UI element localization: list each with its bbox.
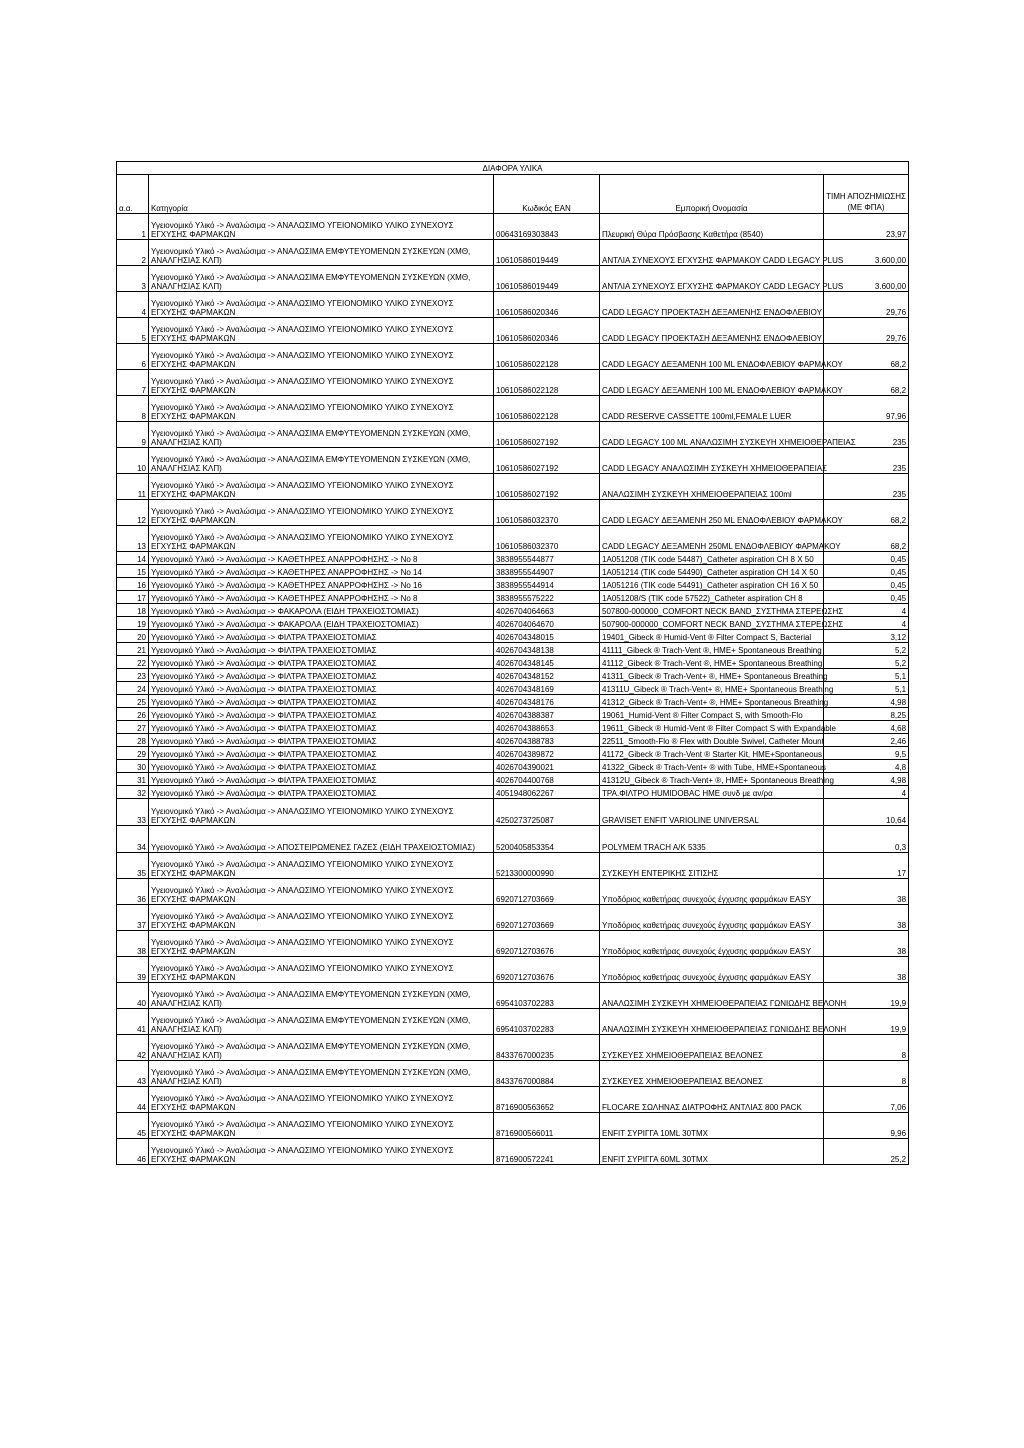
row-price: 4 [824, 604, 909, 617]
row-category: Υγειονομικό Υλικό -> Αναλώσιμα -> ΚΑΘΕΤΗΡΕΣ ΑΝΑΡΡΟΦΗΣΗΣ -> No 8 [149, 591, 494, 604]
table-row [117, 266, 909, 292]
table-row [117, 1035, 909, 1061]
table-row [117, 1139, 909, 1165]
row-price: 0,45 [824, 591, 909, 604]
row-ean: 4026704388653 [494, 721, 600, 734]
row-price: 8 [824, 1061, 909, 1087]
row-trade-name: 1A051216 (TIK code 54491)_Catheter aspiration CH 16 X 50 [600, 578, 824, 591]
row-category: Υγειονομικό Υλικό -> Αναλώσιμα -> ΦΙΛΤΡΑ ΤΡΑΧΕΙΟΣΤΟΜΙΑΣ [149, 747, 494, 760]
row-price: 7,06 [824, 1087, 909, 1113]
row-trade-name: ENFIT ΣΥΡΙΓΓΑ 10ML 30TMX [600, 1113, 824, 1139]
row-trade-name: 41311U_Gibeck ® Trach-Vent+ ®, HME+ Spontaneous Breathing [600, 682, 824, 695]
row-index: 46 [117, 1139, 149, 1165]
row-trade-name: 1A051214 (TIK code 54490)_Catheter aspiration CH 14 X 50 [600, 565, 824, 578]
row-index: 40 [117, 983, 149, 1009]
row-price: 38 [824, 905, 909, 931]
row-category: Υγειονομικό Υλικό -> Αναλώσιμα -> ΑΝΑΛΩΣΙΜΑ ΕΜΦΥΤΕΥΟΜΕΝΩΝ ΣΥΣΚΕΥΩΝ (ΧΜΘ, ΑΝΑΛΓΗΣΙΑΣ ΚΛΠ) [149, 266, 494, 292]
table-row [117, 957, 909, 983]
table-row [117, 747, 909, 760]
table-row [117, 578, 909, 591]
row-ean: 3838955575222 [494, 591, 600, 604]
row-ean: 6920712703669 [494, 879, 600, 905]
row-ean: 6920712703669 [494, 905, 600, 931]
row-category: Υγειονομικό Υλικό -> Αναλώσιμα -> ΦΑΚΑΡΟΛΑ (ΕΙΔΗ ΤΡΑΧΕΙΟΣΤΟΜΙΑΣ) [149, 604, 494, 617]
row-price: 8,25 [824, 708, 909, 721]
row-category: Υγειονομικό Υλικό -> Αναλώσιμα -> ΑΝΑΛΩΣΙΜΟ ΥΓΕΙΟΝΟΜΙΚΟ ΥΛΙΚΟ ΣΥΝΕΧΟΥΣ ΕΓΧΥΣΗΣ ΦΑΡΜΑΚΩΝ [149, 853, 494, 879]
row-price: 38 [824, 931, 909, 957]
row-category: Υγειονομικό Υλικό -> Αναλώσιμα -> ΚΑΘΕΤΗΡΕΣ ΑΝΑΡΡΟΦΗΣΗΣ -> No 8 [149, 552, 494, 565]
table-row [117, 905, 909, 931]
row-ean: 10610586032370 [494, 500, 600, 526]
row-price: 5,2 [824, 643, 909, 656]
row-price: 5,2 [824, 656, 909, 669]
row-index: 21 [117, 643, 149, 656]
row-index: 26 [117, 708, 149, 721]
row-index: 31 [117, 773, 149, 786]
row-trade-name: Υποδόριος καθετήρας συνεχούς έγχυσης φαρμάκων EASY [600, 957, 824, 983]
row-index: 19 [117, 617, 149, 630]
row-index: 12 [117, 500, 149, 526]
row-trade-name: Πλευρική Θύρα Πρόσβασης Καθετήρα (8540) [600, 214, 824, 240]
row-category: Υγειονομικό Υλικό -> Αναλώσιμα -> ΑΝΑΛΩΣΙΜΟ ΥΓΕΙΟΝΟΜΙΚΟ ΥΛΙΚΟ ΣΥΝΕΧΟΥΣ ΕΓΧΥΣΗΣ ΦΑΡΜΑΚΩΝ [149, 214, 494, 240]
table-body [117, 162, 909, 1165]
table-row [117, 983, 909, 1009]
table-row [117, 591, 909, 604]
row-ean: 4026704390021 [494, 760, 600, 773]
table-row [117, 526, 909, 552]
row-category: Υγειονομικό Υλικό -> Αναλώσιμα -> ΑΝΑΛΩΣΙΜΟ ΥΓΕΙΟΝΟΜΙΚΟ ΥΛΙΚΟ ΣΥΝΕΧΟΥΣ ΕΓΧΥΣΗΣ ΦΑΡΜΑΚΩΝ [149, 1087, 494, 1113]
row-index: 30 [117, 760, 149, 773]
row-index: 2 [117, 240, 149, 266]
row-ean: 5213300000990 [494, 853, 600, 879]
row-index: 24 [117, 682, 149, 695]
row-category: Υγειονομικό Υλικό -> Αναλώσιμα -> ΑΝΑΛΩΣΙΜΟ ΥΓΕΙΟΝΟΜΙΚΟ ΥΛΙΚΟ ΣΥΝΕΧΟΥΣ ΕΓΧΥΣΗΣ ΦΑΡΜΑΚΩΝ [149, 1139, 494, 1165]
table-row [117, 448, 909, 474]
row-trade-name: CADD RESERVE CASSETTE 100ml,FEMALE LUER [600, 396, 824, 422]
row-category: Υγειονομικό Υλικό -> Αναλώσιμα -> ΑΝΑΛΩΣΙΜΟ ΥΓΕΙΟΝΟΜΙΚΟ ΥΛΙΚΟ ΣΥΝΕΧΟΥΣ ΕΓΧΥΣΗΣ ΦΑΡΜΑΚΩΝ [149, 526, 494, 552]
row-category: Υγειονομικό Υλικό -> Αναλώσιμα -> ΑΝΑΛΩΣΙΜΟ ΥΓΕΙΟΝΟΜΙΚΟ ΥΛΙΚΟ ΣΥΝΕΧΟΥΣ ΕΓΧΥΣΗΣ ΦΑΡΜΑΚΩΝ [149, 292, 494, 318]
row-index: 17 [117, 591, 149, 604]
row-trade-name: CADD LEGACY ΔΕΞΑΜΕΝΗ 250ML ΕΝΔΟΦΛΕΒΙΟΥ ΦΑΡΜΑΚΟΥ [600, 526, 824, 552]
row-category: Υγειονομικό Υλικό -> Αναλώσιμα -> ΑΝΑΛΩΣΙΜΟ ΥΓΕΙΟΝΟΜΙΚΟ ΥΛΙΚΟ ΣΥΝΕΧΟΥΣ ΕΓΧΥΣΗΣ ΦΑΡΜΑΚΩΝ [149, 500, 494, 526]
header-row [117, 175, 909, 214]
header-trade-name: Εμπορική Ονομασία [600, 175, 824, 214]
row-ean: 4026704064670 [494, 617, 600, 630]
row-index: 18 [117, 604, 149, 617]
row-ean: 8716900563652 [494, 1087, 600, 1113]
row-ean: 8716900566011 [494, 1113, 600, 1139]
row-trade-name: ΑΝΑΛΩΣΙΜΗ ΣΥΣΚΕΥΗ ΧΗΜΕΙΟΘΕΡΑΠΕΙΑΣ 100ml [600, 474, 824, 500]
row-index: 7 [117, 370, 149, 396]
row-category: Υγειονομικό Υλικό -> Αναλώσιμα -> ΑΝΑΛΩΣΙΜΑ ΕΜΦΥΤΕΥΟΜΕΝΩΝ ΣΥΣΚΕΥΩΝ (ΧΜΘ, ΑΝΑΛΓΗΣΙΑΣ ΚΛΠ) [149, 983, 494, 1009]
row-ean: 6920712703676 [494, 931, 600, 957]
table-row [117, 500, 909, 526]
row-price: 3.600,00 [824, 266, 909, 292]
row-ean: 4026704400768 [494, 773, 600, 786]
row-ean: 8433767000235 [494, 1035, 600, 1061]
row-index: 15 [117, 565, 149, 578]
row-ean: 8433767000884 [494, 1061, 600, 1087]
row-price: 8 [824, 1035, 909, 1061]
row-ean: 4026704064663 [494, 604, 600, 617]
row-ean: 4026704348176 [494, 695, 600, 708]
row-category: Υγειονομικό Υλικό -> Αναλώσιμα -> ΦΙΛΤΡΑ ΤΡΑΧΕΙΟΣΤΟΜΙΑΣ [149, 773, 494, 786]
row-index: 36 [117, 879, 149, 905]
row-ean: 8716900572241 [494, 1139, 600, 1165]
table-row [117, 682, 909, 695]
row-category: Υγειονομικό Υλικό -> Αναλώσιμα -> ΚΑΘΕΤΗΡΕΣ ΑΝΑΡΡΟΦΗΣΗΣ -> No 14 [149, 565, 494, 578]
row-category: Υγειονομικό Υλικό -> Αναλώσιμα -> ΦΙΛΤΡΑ ΤΡΑΧΕΙΟΣΤΟΜΙΑΣ [149, 734, 494, 747]
header-price: ΤΙΜΗ ΑΠΟΖΗΜΙΩΣΗΣ (ΜΕ ΦΠΑ) [824, 175, 909, 214]
row-ean: 4026704388387 [494, 708, 600, 721]
row-price: 0,45 [824, 552, 909, 565]
row-ean: 6920712703676 [494, 957, 600, 983]
table-row [117, 370, 909, 396]
row-index: 16 [117, 578, 149, 591]
title-row [117, 162, 909, 175]
row-index: 38 [117, 931, 149, 957]
row-index: 35 [117, 853, 149, 879]
row-category: Υγειονομικό Υλικό -> Αναλώσιμα -> ΦΙΛΤΡΑ ΤΡΑΧΕΙΟΣΤΟΜΙΑΣ [149, 721, 494, 734]
row-category: Υγειονομικό Υλικό -> Αναλώσιμα -> ΦΙΛΤΡΑ ΤΡΑΧΕΙΟΣΤΟΜΙΑΣ [149, 760, 494, 773]
table-row [117, 474, 909, 500]
row-trade-name: 41312U_Gibeck ® Trach-Vent+ ®, HME+ Spontaneous Breathing [600, 773, 824, 786]
row-ean: 4051948062267 [494, 786, 600, 799]
row-category: Υγειονομικό Υλικό -> Αναλώσιμα -> ΑΝΑΛΩΣΙΜΟ ΥΓΕΙΟΝΟΜΙΚΟ ΥΛΙΚΟ ΣΥΝΕΧΟΥΣ ΕΓΧΥΣΗΣ ΦΑΡΜΑΚΩΝ [149, 318, 494, 344]
row-index: 11 [117, 474, 149, 500]
row-category: Υγειονομικό Υλικό -> Αναλώσιμα -> ΑΝΑΛΩΣΙΜΑ ΕΜΦΥΤΕΥΟΜΕΝΩΝ ΣΥΣΚΕΥΩΝ (ΧΜΘ, ΑΝΑΛΓΗΣΙΑΣ ΚΛΠ) [149, 422, 494, 448]
table-row [117, 214, 909, 240]
row-trade-name: 41172_Gibeck ® Trach-Vent ® Starter Kit, HME+Spontaneous [600, 747, 824, 760]
row-price: 0,3 [824, 826, 909, 853]
row-category: Υγειονομικό Υλικό -> Αναλώσιμα -> ΑΝΑΛΩΣΙΜΑ ΕΜΦΥΤΕΥΟΜΕΝΩΝ ΣΥΣΚΕΥΩΝ (ΧΜΘ, ΑΝΑΛΓΗΣΙΑΣ ΚΛΠ) [149, 240, 494, 266]
row-trade-name: CADD LEGACY ΔΕΞΑΜΕΝΗ 100 ML ΕΝΔΟΦΛΕΒΙΟΥ ΦΑΡΜΑΚΟΥ [600, 370, 824, 396]
row-index: 14 [117, 552, 149, 565]
row-ean: 4026704389872 [494, 747, 600, 760]
row-index: 27 [117, 721, 149, 734]
row-category: Υγειονομικό Υλικό -> Αναλώσιμα -> ΚΑΘΕΤΗΡΕΣ ΑΝΑΡΡΟΦΗΣΗΣ -> No 16 [149, 578, 494, 591]
row-price: 4,98 [824, 773, 909, 786]
row-index: 43 [117, 1061, 149, 1087]
price-table [116, 161, 909, 1165]
row-category: Υγειονομικό Υλικό -> Αναλώσιμα -> ΑΝΑΛΩΣΙΜΟ ΥΓΕΙΟΝΟΜΙΚΟ ΥΛΙΚΟ ΣΥΝΕΧΟΥΣ ΕΓΧΥΣΗΣ ΦΑΡΜΑΚΩΝ [149, 799, 494, 826]
row-price: 4 [824, 617, 909, 630]
row-price: 97,96 [824, 396, 909, 422]
row-ean: 10610586020346 [494, 292, 600, 318]
table-row [117, 565, 909, 578]
row-price: 9,5 [824, 747, 909, 760]
row-trade-name: 41111_Gibeck ® Trach-Vent ®, HME+ Spontaneous Breathing [600, 643, 824, 656]
row-category: Υγειονομικό Υλικό -> Αναλώσιμα -> ΦΙΛΤΡΑ ΤΡΑΧΕΙΟΣΤΟΜΙΑΣ [149, 669, 494, 682]
row-ean: 5200405853354 [494, 826, 600, 853]
row-trade-name: 19401_Gibeck ® Humid-Vent ® Filter Compact S, Bacterial [600, 630, 824, 643]
row-ean: 10610586022128 [494, 370, 600, 396]
row-trade-name: 19061_Humid-Vent ® Filter Compact S, with Smooth-Flo [600, 708, 824, 721]
table-row [117, 760, 909, 773]
row-category: Υγειονομικό Υλικό -> Αναλώσιμα -> ΑΝΑΛΩΣΙΜΟ ΥΓΕΙΟΝΟΜΙΚΟ ΥΛΙΚΟ ΣΥΝΕΧΟΥΣ ΕΓΧΥΣΗΣ ΦΑΡΜΑΚΩΝ [149, 370, 494, 396]
row-category: Υγειονομικό Υλικό -> Αναλώσιμα -> ΑΝΑΛΩΣΙΜΟ ΥΓΕΙΟΝΟΜΙΚΟ ΥΛΙΚΟ ΣΥΝΕΧΟΥΣ ΕΓΧΥΣΗΣ ΦΑΡΜΑΚΩΝ [149, 879, 494, 905]
row-trade-name: CADD LEGACY ΠΡΟΕΚΤΑΣΗ ΔΕΞΑΜΕΝΗΣ ΕΝΔΟΦΛΕΒΙΟΥ [600, 318, 824, 344]
row-ean: 4026704348169 [494, 682, 600, 695]
row-trade-name: 507800-000000_COMFORT NECK BAND_ΣΥΣΤΗΜΑ ΣΤΕΡΕΩΣΗΣ [600, 604, 824, 617]
row-ean: 3838955544907 [494, 565, 600, 578]
row-trade-name: 41322_Gibeck ® Trach-Vent+ ® with Tube, HME+Spontaneous [600, 760, 824, 773]
table-row [117, 396, 909, 422]
row-index: 33 [117, 799, 149, 826]
row-trade-name: CADD LEGACY 100 ML ΑΝΑΛΩΣΙΜΗ ΣΥΣΚΕΥΗ ΧΗΜΕΙΟΘΕΡΑΠΕΙΑΣ [600, 422, 824, 448]
row-trade-name: Υποδόριος καθετήρας συνεχούς έγχυσης φαρμάκων EASY [600, 905, 824, 931]
row-category: Υγειονομικό Υλικό -> Αναλώσιμα -> ΦΙΛΤΡΑ ΤΡΑΧΕΙΟΣΤΟΜΙΑΣ [149, 682, 494, 695]
row-index: 34 [117, 826, 149, 853]
table-row [117, 1009, 909, 1035]
row-price: 29,76 [824, 318, 909, 344]
row-trade-name: CADD LEGACY ΑΝΑΛΩΣΙΜΗ ΣΥΣΚΕΥΗ ΧΗΜΕΙΟΘΕΡΑΠΕΙΑΣ [600, 448, 824, 474]
row-index: 3 [117, 266, 149, 292]
row-ean: 10610586027192 [494, 422, 600, 448]
row-category: Υγειονομικό Υλικό -> Αναλώσιμα -> ΑΝΑΛΩΣΙΜΑ ΕΜΦΥΤΕΥΟΜΕΝΩΝ ΣΥΣΚΕΥΩΝ (ΧΜΘ, ΑΝΑΛΓΗΣΙΑΣ ΚΛΠ) [149, 1035, 494, 1061]
row-ean: 3838955544877 [494, 552, 600, 565]
row-trade-name: GRAVISET ENFIT VARIOLINE UNIVERSAL [600, 799, 824, 826]
row-price: 38 [824, 957, 909, 983]
row-category: Υγειονομικό Υλικό -> Αναλώσιμα -> ΑΝΑΛΩΣΙΜΟ ΥΓΕΙΟΝΟΜΙΚΟ ΥΛΙΚΟ ΣΥΝΕΧΟΥΣ ΕΓΧΥΣΗΣ ΦΑΡΜΑΚΩΝ [149, 957, 494, 983]
row-price: 235 [824, 474, 909, 500]
row-ean: 10610586027192 [494, 474, 600, 500]
row-category: Υγειονομικό Υλικό -> Αναλώσιμα -> ΦΙΛΤΡΑ ΤΡΑΧΕΙΟΣΤΟΜΙΑΣ [149, 643, 494, 656]
row-trade-name: CADD LEGACY ΠΡΟΕΚΤΑΣΗ ΔΕΞΑΜΕΝΗΣ ΕΝΔΟΦΛΕΒΙΟΥ [600, 292, 824, 318]
row-index: 6 [117, 344, 149, 370]
table-row [117, 708, 909, 721]
row-ean: 4026704388783 [494, 734, 600, 747]
row-category: Υγειονομικό Υλικό -> Αναλώσιμα -> ΑΝΑΛΩΣΙΜΟ ΥΓΕΙΟΝΟΜΙΚΟ ΥΛΙΚΟ ΣΥΝΕΧΟΥΣ ΕΓΧΥΣΗΣ ΦΑΡΜΑΚΩΝ [149, 474, 494, 500]
row-ean: 10610586027192 [494, 448, 600, 474]
row-index: 22 [117, 656, 149, 669]
row-index: 5 [117, 318, 149, 344]
table-row [117, 799, 909, 826]
table-row [117, 552, 909, 565]
row-ean: 10610586019449 [494, 266, 600, 292]
row-ean: 10610586022128 [494, 344, 600, 370]
row-index: 44 [117, 1087, 149, 1113]
row-trade-name: 41311_Gibeck ® Trach-Vent+ ®, HME+ Spontaneous Breathing [600, 669, 824, 682]
row-price: 68,2 [824, 370, 909, 396]
table-row [117, 721, 909, 734]
row-price: 17 [824, 853, 909, 879]
row-category: Υγειονομικό Υλικό -> Αναλώσιμα -> ΑΝΑΛΩΣΙΜΑ ΕΜΦΥΤΕΥΟΜΕΝΩΝ ΣΥΣΚΕΥΩΝ (ΧΜΘ, ΑΝΑΛΓΗΣΙΑΣ ΚΛΠ) [149, 1009, 494, 1035]
table-row [117, 931, 909, 957]
table-row [117, 853, 909, 879]
row-ean: 4026704348145 [494, 656, 600, 669]
row-index: 13 [117, 526, 149, 552]
row-trade-name: ΑΝΤΛΙΑ ΣΥΝΕΧΟΥΣ ΕΓΧΥΣΗΣ ΦΑΡΜΑΚΟΥ CADD LEGACY PLUS [600, 240, 824, 266]
table-row [117, 422, 909, 448]
table-title: ΔΙΑΦΟΡΑ ΥΛΙΚΑ [117, 162, 909, 175]
table-row [117, 630, 909, 643]
row-index: 32 [117, 786, 149, 799]
table-row [117, 1113, 909, 1139]
row-price: 68,2 [824, 344, 909, 370]
table-row [117, 292, 909, 318]
row-ean: 4250273725087 [494, 799, 600, 826]
row-trade-name: 22511_Smooth-Flo ® Flex with Double Swivel, Catheter Mount [600, 734, 824, 747]
row-price: 10,64 [824, 799, 909, 826]
row-price: 0,45 [824, 578, 909, 591]
row-trade-name: 1A051208 (TIK code 54487)_Catheter aspiration CH 8 X 50 [600, 552, 824, 565]
row-price: 5,1 [824, 669, 909, 682]
row-index: 37 [117, 905, 149, 931]
table-row [117, 656, 909, 669]
row-category: Υγειονομικό Υλικό -> Αναλώσιμα -> ΦΑΚΑΡΟΛΑ (ΕΙΔΗ ΤΡΑΧΕΙΟΣΤΟΜΙΑΣ) [149, 617, 494, 630]
row-ean: 4026704348152 [494, 669, 600, 682]
row-category: Υγειονομικό Υλικό -> Αναλώσιμα -> ΦΙΛΤΡΑ ΤΡΑΧΕΙΟΣΤΟΜΙΑΣ [149, 695, 494, 708]
row-category: Υγειονομικό Υλικό -> Αναλώσιμα -> ΑΠΟΣΤΕΙΡΩΜΕΝΕΣ ΓΑΖΕΣ (ΕΙΔΗ ΤΡΑΧΕΙΟΣΤΟΜΙΑΣ) [149, 826, 494, 853]
row-category: Υγειονομικό Υλικό -> Αναλώσιμα -> ΦΙΛΤΡΑ ΤΡΑΧΕΙΟΣΤΟΜΙΑΣ [149, 786, 494, 799]
table-row [117, 344, 909, 370]
row-category: Υγειονομικό Υλικό -> Αναλώσιμα -> ΦΙΛΤΡΑ ΤΡΑΧΕΙΟΣΤΟΜΙΑΣ [149, 656, 494, 669]
row-category: Υγειονομικό Υλικό -> Αναλώσιμα -> ΑΝΑΛΩΣΙΜΟ ΥΓΕΙΟΝΟΜΙΚΟ ΥΛΙΚΟ ΣΥΝΕΧΟΥΣ ΕΓΧΥΣΗΣ ΦΑΡΜΑΚΩΝ [149, 1113, 494, 1139]
row-category: Υγειονομικό Υλικό -> Αναλώσιμα -> ΑΝΑΛΩΣΙΜΟ ΥΓΕΙΟΝΟΜΙΚΟ ΥΛΙΚΟ ΣΥΝΕΧΟΥΣ ΕΓΧΥΣΗΣ ΦΑΡΜΑΚΩΝ [149, 905, 494, 931]
row-trade-name: POLYMEM TRACH A/K 5335 [600, 826, 824, 853]
row-price: 19,9 [824, 983, 909, 1009]
row-trade-name: Υποδόριος καθετήρας συνεχούς έγχυσης φαρμάκων EASY [600, 879, 824, 905]
table-row [117, 826, 909, 853]
row-trade-name: CADD LEGACY ΔΕΞΑΜΕΝΗ 100 ML ΕΝΔΟΦΛΕΒΙΟΥ ΦΑΡΜΑΚΟΥ [600, 344, 824, 370]
row-index: 42 [117, 1035, 149, 1061]
row-ean: 10610586019449 [494, 240, 600, 266]
row-index: 28 [117, 734, 149, 747]
row-index: 8 [117, 396, 149, 422]
row-price: 235 [824, 422, 909, 448]
row-price: 4,98 [824, 695, 909, 708]
row-index: 4 [117, 292, 149, 318]
row-price: 4 [824, 786, 909, 799]
row-index: 1 [117, 214, 149, 240]
row-price: 9,96 [824, 1113, 909, 1139]
row-ean: 3838955544914 [494, 578, 600, 591]
row-category: Υγειονομικό Υλικό -> Αναλώσιμα -> ΦΙΛΤΡΑ ΤΡΑΧΕΙΟΣΤΟΜΙΑΣ [149, 630, 494, 643]
row-trade-name: ΣΥΣΚΕΥΕΣ ΧΗΜΕΙΟΘΕΡΑΠΕΙΑΣ ΒΕΛΟΝΕΣ [600, 1061, 824, 1087]
row-category: Υγειονομικό Υλικό -> Αναλώσιμα -> ΦΙΛΤΡΑ ΤΡΑΧΕΙΟΣΤΟΜΙΑΣ [149, 708, 494, 721]
row-category: Υγειονομικό Υλικό -> Αναλώσιμα -> ΑΝΑΛΩΣΙΜΑ ΕΜΦΥΤΕΥΟΜΕΝΩΝ ΣΥΣΚΕΥΩΝ (ΧΜΘ, ΑΝΑΛΓΗΣΙΑΣ ΚΛΠ) [149, 1061, 494, 1087]
row-price: 3.600,00 [824, 240, 909, 266]
row-ean: 00643169303843 [494, 214, 600, 240]
row-trade-name: ΣΥΣΚΕΥΗ ΕΝΤΕΡΙΚΗΣ ΣΙΤΙΣΗΣ [600, 853, 824, 879]
row-price: 0,45 [824, 565, 909, 578]
table-row [117, 695, 909, 708]
table-row [117, 604, 909, 617]
row-trade-name: FLOCARE ΣΩΛΗΝΑΣ ΔΙΑΤΡΟΦΗΣ ΑΝΤΛΙΑΣ 800 PACK [600, 1087, 824, 1113]
row-trade-name: 507900-000000_COMFORT NECK BAND_ΣΥΣΤΗΜΑ ΣΤΕΡΕΩΣΗΣ [600, 617, 824, 630]
row-trade-name: CADD LEGACY ΔΕΞΑΜΕΝΗ 250 ML ΕΝΔΟΦΛΕΒΙΟΥ ΦΑΡΜΑΚΟΥ [600, 500, 824, 526]
row-ean: 4026704348015 [494, 630, 600, 643]
row-ean: 10610586032370 [494, 526, 600, 552]
row-ean: 6954103702283 [494, 1009, 600, 1035]
row-index: 29 [117, 747, 149, 760]
table-row [117, 669, 909, 682]
row-price: 19,9 [824, 1009, 909, 1035]
header-index: α.α. [117, 175, 149, 214]
row-index: 39 [117, 957, 149, 983]
row-ean: 10610586020346 [494, 318, 600, 344]
row-index: 20 [117, 630, 149, 643]
row-trade-name: ΑΝΤΛΙΑ ΣΥΝΕΧΟΥΣ ΕΓΧΥΣΗΣ ΦΑΡΜΑΚΟΥ CADD LEGACY PLUS [600, 266, 824, 292]
row-index: 9 [117, 422, 149, 448]
row-price: 38 [824, 879, 909, 905]
row-price: 3,12 [824, 630, 909, 643]
table-row [117, 786, 909, 799]
row-category: Υγειονομικό Υλικό -> Αναλώσιμα -> ΑΝΑΛΩΣΙΜΟ ΥΓΕΙΟΝΟΜΙΚΟ ΥΛΙΚΟ ΣΥΝΕΧΟΥΣ ΕΓΧΥΣΗΣ ΦΑΡΜΑΚΩΝ [149, 344, 494, 370]
row-trade-name: ΤΡΑ.ΦΙΛΤΡΟ HUMIDOBAC HME συνδ με αν/ρα [600, 786, 824, 799]
header-ean: Κωδικός ΕΑΝ [494, 175, 600, 214]
row-price: 68,2 [824, 526, 909, 552]
row-trade-name: ΣΥΣΚΕΥΕΣ ΧΗΜΕΙΟΘΕΡΑΠΕΙΑΣ ΒΕΛΟΝΕΣ [600, 1035, 824, 1061]
row-ean: 10610586022128 [494, 396, 600, 422]
row-price: 2,46 [824, 734, 909, 747]
row-index: 45 [117, 1113, 149, 1139]
row-ean: 6954103702283 [494, 983, 600, 1009]
row-trade-name: 41112_Gibeck ® Trach-Vent ®, HME+ Spontaneous Breathing [600, 656, 824, 669]
row-category: Υγειονομικό Υλικό -> Αναλώσιμα -> ΑΝΑΛΩΣΙΜΟ ΥΓΕΙΟΝΟΜΙΚΟ ΥΛΙΚΟ ΣΥΝΕΧΟΥΣ ΕΓΧΥΣΗΣ ΦΑΡΜΑΚΩΝ [149, 931, 494, 957]
header-category: Κατηγορία [149, 175, 494, 214]
row-price: 23,97 [824, 214, 909, 240]
table-row [117, 1061, 909, 1087]
row-price: 235 [824, 448, 909, 474]
table-row [117, 734, 909, 747]
table-row [117, 1087, 909, 1113]
row-price: 5,1 [824, 682, 909, 695]
row-category: Υγειονομικό Υλικό -> Αναλώσιμα -> ΑΝΑΛΩΣΙΜΑ ΕΜΦΥΤΕΥΟΜΕΝΩΝ ΣΥΣΚΕΥΩΝ (ΧΜΘ, ΑΝΑΛΓΗΣΙΑΣ ΚΛΠ) [149, 448, 494, 474]
row-price: 29,76 [824, 292, 909, 318]
row-index: 25 [117, 695, 149, 708]
row-price: 68,2 [824, 500, 909, 526]
table-row [117, 240, 909, 266]
row-index: 10 [117, 448, 149, 474]
table-row [117, 617, 909, 630]
table-row [117, 773, 909, 786]
row-trade-name: ΑΝΑΛΩΣΙΜΗ ΣΥΣΚΕΥΗ ΧΗΜΕΙΟΘΕΡΑΠΕΙΑΣ ΓΩΝΙΩΔΗΣ ΒΕΛΟΝΗ [600, 983, 824, 1009]
row-ean: 4026704348138 [494, 643, 600, 656]
row-trade-name: Υποδόριος καθετήρας συνεχούς έγχυσης φαρμάκων EASY [600, 931, 824, 957]
row-index: 41 [117, 1009, 149, 1035]
row-price: 25,2 [824, 1139, 909, 1165]
row-price: 4,68 [824, 721, 909, 734]
table-row [117, 879, 909, 905]
table-row [117, 318, 909, 344]
row-trade-name: 1A051208/S (TIK code 57522)_Catheter aspiration CH 8 [600, 591, 824, 604]
row-price: 4,8 [824, 760, 909, 773]
row-category: Υγειονομικό Υλικό -> Αναλώσιμα -> ΑΝΑΛΩΣΙΜΟ ΥΓΕΙΟΝΟΜΙΚΟ ΥΛΙΚΟ ΣΥΝΕΧΟΥΣ ΕΓΧΥΣΗΣ ΦΑΡΜΑΚΩΝ [149, 396, 494, 422]
row-trade-name: 19611_Gibeck ® Humid-Vent ® Filter Compact S with Expandable [600, 721, 824, 734]
row-trade-name: 41312_Gibeck ® Trach-Vent+ ®, HME+ Spontaneous Breathing [600, 695, 824, 708]
row-trade-name: ΑΝΑΛΩΣΙΜΗ ΣΥΣΚΕΥΗ ΧΗΜΕΙΟΘΕΡΑΠΕΙΑΣ ΓΩΝΙΩΔΗΣ ΒΕΛΟΝΗ [600, 1009, 824, 1035]
table-row [117, 643, 909, 656]
row-trade-name: ENFIT ΣΥΡΙΓΓΑ 60ML 30TMX [600, 1139, 824, 1165]
row-index: 23 [117, 669, 149, 682]
